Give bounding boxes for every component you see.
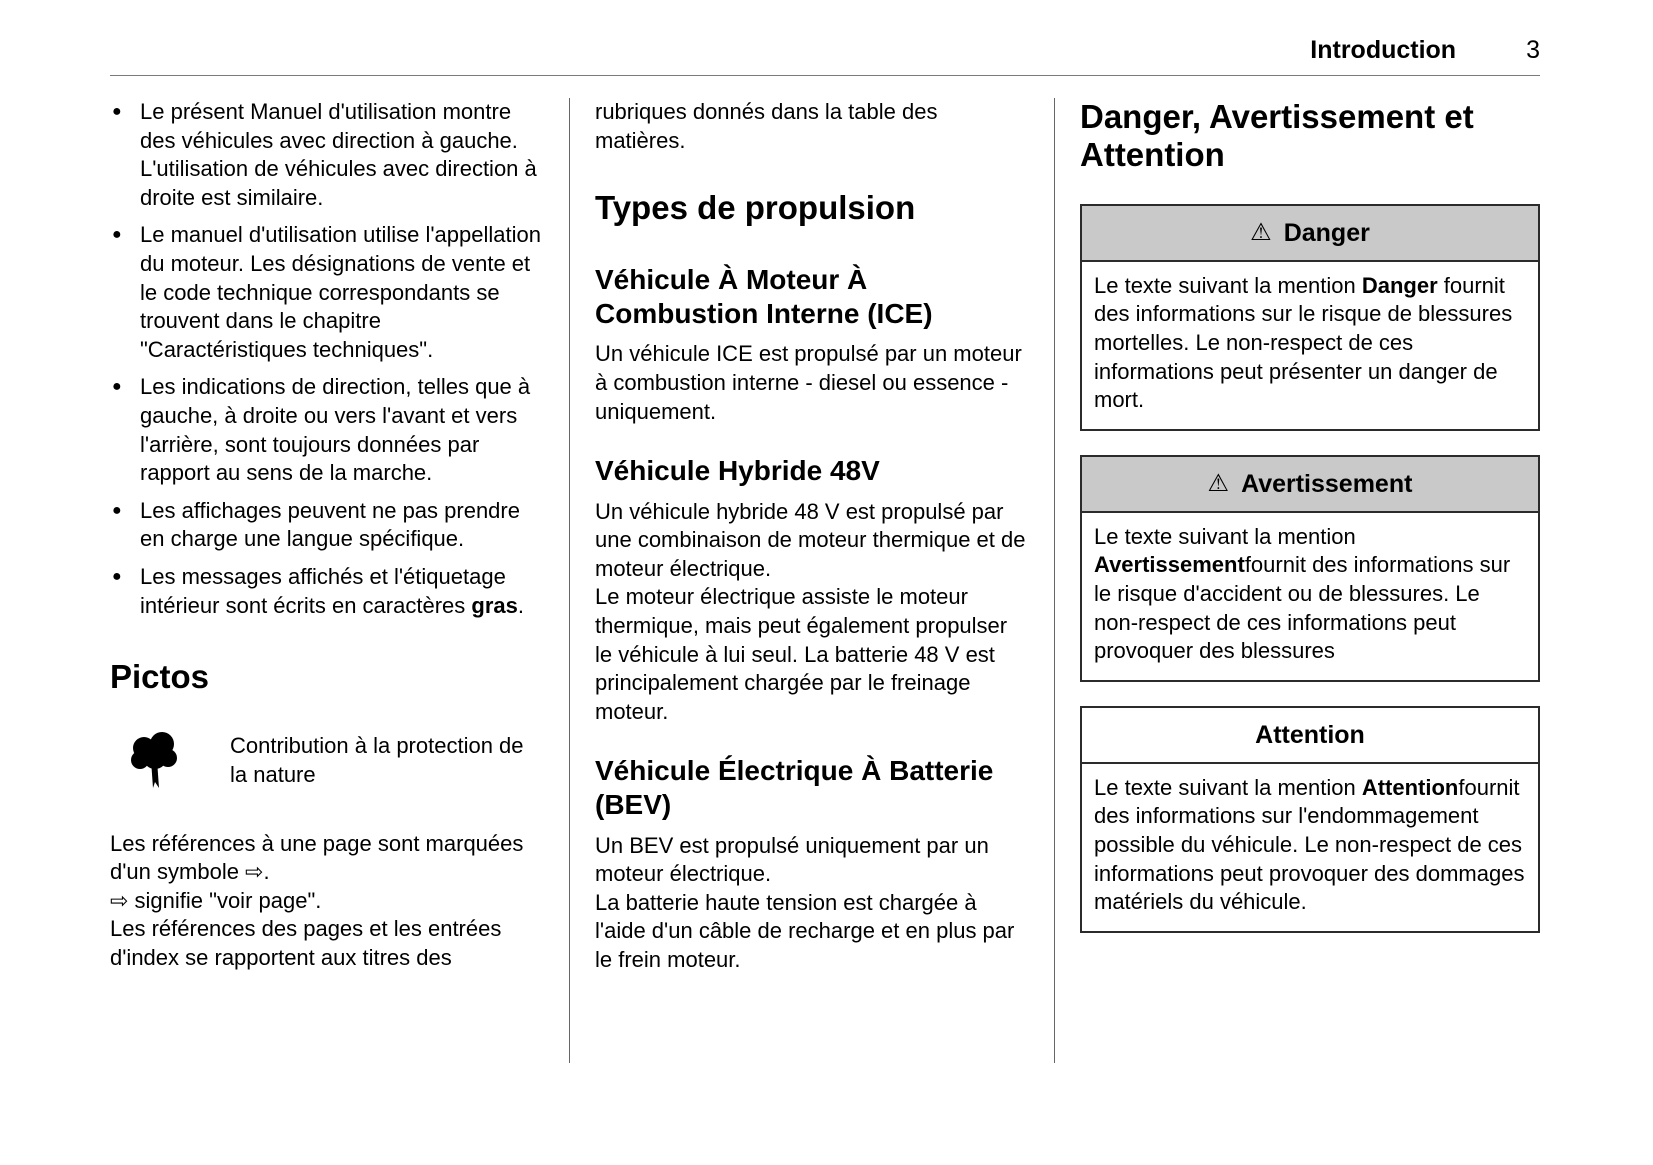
section-paragraph: Le moteur électrique assiste le moteur thermique, mais peut également propulser le véhicule à lui seul. La batterie 48 V est principalement chargée par le freinage moteur. [595,584,1008,724]
pictos-heading: Pictos [110,658,210,696]
box-text: Le texte suivant la mention [1094,774,1362,800]
avertissement-box-title: Avertissement [1241,469,1413,498]
content-columns [110,98,1540,1063]
attention-box-title: Attention [1255,720,1365,749]
page-title: Introduction [1310,36,1457,64]
picto-caption: Contribution à la protection de la nature [230,733,524,787]
section-title: Véhicule À Moteur À Combustion Interne (ICE) [595,264,933,329]
tree-icon [110,730,230,800]
section-paragraph: La batterie haute tension est chargée à l'aide d'un câble de recharge et en plus par le frein moteur. [595,889,1015,972]
danger-box-title: Danger [1283,218,1370,247]
column-left [110,98,570,1063]
section-hybrid [595,454,1029,726]
bullet-text: Les messages affichés et l'étiquetage intérieur sont écrits en caractères [140,563,506,618]
section-paragraph: Un véhicule ICE est propulsé par un moteur à combustion interne - diesel ou essence - uniquement. [595,341,1022,424]
intro-bullet-list [110,98,544,620]
page-number: 3 [1526,36,1540,64]
section-paragraph: Un BEV est propulsé uniquement par un moteur électrique. [595,832,989,887]
bullet-text: . [517,592,524,618]
box-text: fournit des informations sur l'endommagement possible du véhicule. Le non-respect de ces informations peut provoquer des dommages matériels du véhicule. [1094,774,1525,915]
reference-paragraph: Les références des pages et les entrées d'index se rapportent aux titres des [110,916,502,970]
page-header [110,36,1540,76]
box-text: Le texte suivant la mention [1094,272,1362,298]
reference-paragraph: ⇨ signifie "voir page". [110,887,322,913]
column-right [1055,98,1540,1063]
danger-box-header [1082,206,1538,262]
attention-box-body [1082,764,1538,931]
bold-word: Attention [1361,774,1459,800]
bold-word: gras [471,592,518,618]
bullet-item: ● Le présent Manuel d'utilisation montre des véhicules avec direction à gauche. L'utilisation de véhicules avec direction à droite est similaire. [110,98,544,212]
box-text: fournit des informations sur le risque d'accident ou de blessures. Le non-respect de ces informations peut provoquer des blessures [1094,552,1511,664]
section-title: Véhicule Hybride 48V [595,455,880,487]
danger-box-body [1082,262,1538,429]
reference-paragraph: Les références à une page sont marquées d'un symbole ⇨. [110,830,524,885]
propulsion-heading: Types de propulsion [595,189,916,227]
column-middle [570,98,1055,1063]
picto-row [110,730,544,800]
bullet-item [110,563,544,620]
continuation-paragraph: rubriques donnés dans la table des matières. [595,99,938,153]
attention-box [1080,706,1540,933]
avertissement-box-body [1082,513,1538,680]
section-title: Véhicule Électrique À Batterie (BEV) [595,755,994,821]
danger-box [1080,204,1540,431]
box-text: fournit des informations sur le risque de blessures mortelles. Le non-respect de ces informations peut présenter un danger de mort. [1094,272,1513,413]
section-ice [595,263,1029,426]
attention-box-header [1082,708,1538,764]
section-bev [595,754,1029,974]
bold-word: Avertissement [1094,552,1245,578]
bullet-item: ● Le manuel d'utilisation utilise l'appellation du moteur. Les désignations de vente et le code technique correspondants se trouvent dans le chapitre "Caractéristiques techniques". [110,221,544,364]
avertissement-box-header [1082,457,1538,513]
box-text: Le texte suivant la mention [1094,523,1356,549]
bullet-item: ● Les indications de direction, telles que à gauche, à droite ou vers l'avant et vers l'arrière, sont toujours données par rapport au sens de la marche. [110,373,544,487]
avertissement-box [1080,455,1540,682]
section-paragraph: Un véhicule hybride 48 V est propulsé par une combinaison de moteur thermique et de moteur électrique. [595,498,1026,581]
warnings-heading: Danger, Avertissement et Attention [1080,98,1474,173]
bold-word: Danger [1361,272,1438,298]
bullet-item: ● Les affichages peuvent ne pas prendre en charge une langue spécifique. [110,497,544,554]
warning-triangle-icon: ⚠ [1207,469,1230,497]
warning-triangle-icon: ⚠ [1250,218,1272,246]
